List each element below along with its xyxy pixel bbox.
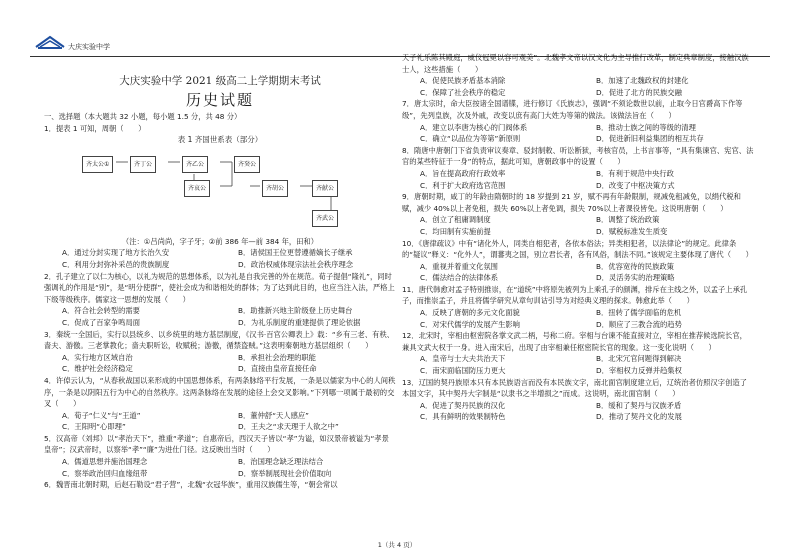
question-9-stem: 9．唐朝时期，咸丁的年龄由隋朝时的 18 岁提到 21 岁，赋不再有年龄限制，规减免租减免，以绢代税和赋，减少 40%以上者免租，损失 60%以上者免调，损失 70%以上者课役皆免。这说明唐朝（ ） bbox=[402, 192, 741, 213]
option-c: C．儒法结合的法律体系 bbox=[420, 273, 499, 283]
option-row bbox=[402, 75, 754, 87]
option-b: B．北宋冗官问题得到解决 bbox=[596, 354, 682, 364]
option-d: D．政治权威体现宗法社会秩序理念 bbox=[238, 259, 354, 269]
option-c: C．利用分封弥补采邑的贵族制度 bbox=[62, 259, 170, 269]
option-b: B．治国理念缺乏理法结合 bbox=[238, 457, 324, 467]
option-row bbox=[402, 319, 754, 331]
option-row bbox=[402, 353, 754, 365]
option-c: C．均田制有实施前提 bbox=[420, 226, 491, 236]
question-4-stem: 4．许倬云认为，“从春秋战国以来形成的中国思想体系，有两条脉络平行发展，一条是以儒家为中心的人间秩序，一条是以阴阳五行为中心的自然秩序。这两条脉络在发展的途径上会交叉影响。”下列哪一项属于最初的交叉（ ） bbox=[44, 375, 396, 409]
question-2-stem: 2．孔子建立了以仁为核心，以礼为规范的思想体系，以为礼是自我完善的外在规范。荀子提倡“隆礼”，同时强调礼的作用是“别”，是“明分使群”，使社会成为和谐相处的群体；为了达到此目的，也应当注入法，严格上下级等级秩序。儒家这一思想的发展（ ） bbox=[44, 271, 395, 304]
option-row bbox=[44, 410, 396, 422]
option-row bbox=[402, 133, 754, 145]
option-row bbox=[44, 305, 396, 317]
option-b: B．承担社会治理的职能 bbox=[238, 352, 316, 362]
option-row bbox=[44, 352, 396, 364]
option-d: D．直接由皇帝直接任命 bbox=[238, 364, 317, 374]
option-row bbox=[402, 87, 754, 99]
question-6-stem: 6．魏晋南北朝时期，后赵石勒设“君子营”，北魏“衣冠华族”，重用汉族儒生等，“朝会常以 bbox=[44, 480, 338, 490]
option-c: C．具有鲜明的效果制特色 bbox=[420, 412, 506, 422]
option-row bbox=[44, 456, 396, 468]
option-d: D．王夫之“求天理于人欲之中” bbox=[238, 422, 339, 432]
option-a: A．皇帝与士大夫共治天下 bbox=[420, 354, 506, 364]
option-a: A．促使民族矛盾基本消除 bbox=[420, 76, 506, 86]
option-a: A．实行地方区域自治 bbox=[62, 352, 133, 362]
option-row bbox=[44, 247, 396, 259]
option-d: D．宰相权力反弹并趋集权 bbox=[596, 366, 682, 376]
question-1-stem: 1．提表 1 可知，周朝（ ） bbox=[44, 123, 146, 133]
option-c: C．对宋代儒学的发展产生影响 bbox=[420, 319, 520, 329]
option-c: C．促成了百家争鸣局面 bbox=[62, 317, 141, 327]
option-row bbox=[402, 272, 754, 284]
option-row bbox=[402, 214, 754, 226]
option-a: A．反映了唐朝的多元文化面貌 bbox=[420, 308, 520, 318]
question-10-stem: 10．《唐律疏议》中有“诸化外人，同类自相犯者，各依本俗法；异类相犯者，以法律论”的规定。此律条的“疑议”释义：“化外人”，谓蕃夷之国，别立君长者，各有风俗，制法不同。”该规定主要体现了唐代（ ） bbox=[402, 238, 753, 260]
question-3-stem: 3．秦统一全国后，实行以县统乡、以乡统里的地方基层制度，《汉书·百官公卿表上》载：“乡有三老、有秩、啬夫、游徼。三老掌教化；啬夫职听讼，收赋税；游徼，循禁盗贼。”这表明秦朝地方基层组织（ ） bbox=[44, 329, 395, 351]
option-d: D．赋税标准发生质变 bbox=[596, 226, 668, 236]
option-a: A．促进了契丹民族的汉化 bbox=[420, 400, 506, 410]
question-12-stem: 12．北宋时，宰相由枢密院各掌文武二柄，号称二府。宰相与台谏不能直接对立，宰相在推荐候选院长官，兼具文武大权于一身。进入南宋后，出现了由宰相兼任枢密院长官的现象。这一变化说明（ ） bbox=[402, 331, 747, 352]
table-title: 表 1 齐国世系表（部分） bbox=[177, 135, 263, 145]
option-a: A．创立了租庸调制度 bbox=[420, 215, 491, 225]
lineage-box: 齐哀公 bbox=[184, 180, 210, 198]
option-c: C．王阳明“心即理” bbox=[62, 422, 126, 432]
option-b: B．推动士族之间的等级的清理 bbox=[596, 122, 696, 132]
question-7-stem: 7．唐太宗时，命大臣按诸全国谱牒，进行修订《氏族志》，强调“不须论数世以前，止取今日官爵高下作等级”，先列皇族，次及外戚，改变以庶有高门大姓为等第的做法。该做法旨在（ ） bbox=[402, 99, 743, 120]
option-a: A．荀子“仁义”与“王道” bbox=[62, 410, 141, 420]
option-b: B．诸侯国王位更替遵循嫡长子继承 bbox=[238, 248, 353, 258]
question-11-stem: 11．唐代韩愈对孟子特别推崇，在“道统”中将原先被列为上乘孔子的颜渊，排斥在主线之外，以孟子上承孔子，而推崇孟子，并且将儒学研究从章句训诂引导为对经典义理的探求。韩愈此举（ ） bbox=[402, 284, 748, 306]
option-b: B．董仲舒“天人感应” bbox=[238, 410, 309, 420]
option-b: B．助推新兴地主阶级登上历史舞台 bbox=[238, 306, 353, 316]
lineage-box: 齐武公 bbox=[312, 210, 338, 228]
option-b: B．优容宽待的民族政策 bbox=[596, 261, 674, 271]
option-d: D．为礼乐制度的重建提供了理论依据 bbox=[238, 317, 361, 327]
option-a: A．建立以李唐为核心的门阀体系 bbox=[420, 122, 528, 132]
option-row bbox=[402, 411, 754, 423]
option-a: A．通过分封实现了地方长治久安 bbox=[62, 248, 170, 258]
option-row bbox=[44, 259, 396, 271]
option-a: A．儒道思想并施治国理念 bbox=[62, 457, 148, 467]
option-row bbox=[44, 317, 396, 329]
option-row bbox=[44, 363, 396, 375]
lineage-box: 齐乙公 bbox=[182, 156, 208, 174]
option-row bbox=[402, 168, 754, 180]
option-row bbox=[402, 365, 754, 377]
option-row bbox=[402, 261, 754, 273]
option-c: C．利于扩大政府选官范围 bbox=[420, 180, 506, 190]
option-row bbox=[44, 421, 396, 433]
lineage-box: 齐太公① bbox=[82, 156, 113, 174]
option-b: B．调整了统治政策 bbox=[596, 215, 660, 225]
school-logo-icon bbox=[32, 33, 68, 53]
option-d: D．推动了契丹文化的发展 bbox=[596, 412, 682, 422]
exam-title: 大庆实验中学 2021 级高二上学期期末考试 bbox=[119, 75, 321, 87]
left-column bbox=[44, 66, 396, 491]
subject-title: 历史试题 bbox=[185, 91, 254, 109]
question-6-continued: 天子礼乐陈其殿庭，威仪冠冕以容可观美”。北魏孝文帝以汉文化为主导推行改革，制定典章制度，接触汉族士人，这些措施（ ） bbox=[402, 53, 749, 74]
option-d: D．改变了中枢决策方式 bbox=[596, 180, 675, 190]
lineage-diagram bbox=[44, 150, 396, 232]
option-d: D．促进了北方的民族交融 bbox=[596, 87, 682, 97]
option-row bbox=[44, 468, 396, 480]
option-c: C．确立“以品位为等第”新原则 bbox=[420, 134, 521, 144]
lineage-box: 齐胡公 bbox=[262, 180, 288, 198]
option-b: B．加速了北魏政权的封建化 bbox=[596, 76, 689, 86]
option-b: B．扭转了儒学面临的危机 bbox=[596, 308, 682, 318]
option-row bbox=[402, 307, 754, 319]
option-row bbox=[402, 180, 754, 192]
option-d: D．促进新旧利益集团的相互共存 bbox=[596, 134, 704, 144]
question-8-stem: 8．隋唐中唐朝门下省负责审议奏章、驳封制敕、听讼断狱，考核官员，上书言事等，“具有集谏官、宪官、法官的某些特征于一身”的特点，据此可知，唐朝政事中的设置（ ） bbox=[402, 145, 754, 167]
option-b: B．有利于规范中央行政 bbox=[596, 168, 674, 178]
question-13-stem: 13．辽国的契丹族原本只有本民族语言而没有本民族文字，南北面官制度建立后，辽统治者仿照汉字创造了本国文字，其中契丹大字制是“以隶书之半增损之”而成。这说明，南北面官制（ ） bbox=[402, 377, 747, 399]
option-a: A．符合社会转型的需要 bbox=[62, 306, 140, 316]
option-a: A．旨在提高政府行政效率 bbox=[420, 168, 506, 178]
lineage-box: 齐癸公 bbox=[234, 156, 260, 174]
option-c: C．南宋面临国防压力更大 bbox=[420, 366, 506, 376]
right-column bbox=[402, 52, 754, 423]
option-c: C．察举政治回归血缘纽带 bbox=[62, 468, 148, 478]
table-note: （注：①吕尚尚，字子牙；②前 386 年—前 384 年，田和） bbox=[121, 236, 319, 246]
school-name: 大庆实验中学 bbox=[68, 43, 110, 51]
option-d: D．顺应了三教合流的趋势 bbox=[596, 319, 682, 329]
option-d: D．灵活务实的治理策略 bbox=[596, 273, 675, 283]
question-5-stem: 5．汉高帝（刘邦）以“孝治天下”，推重“孝道”；自惠帝后，西汉天子皆以“孝”为谥，如汉景帝被谥为“孝景皇帝”；汉武帝时，以察举“孝”“廉”为进仕门径。这反映出当时（ ） bbox=[44, 433, 389, 455]
option-a: A．重视并着重文化氛围 bbox=[420, 261, 498, 271]
section-heading: 一、选择题（本大题共 32 小题，每小题 1.5 分，共 48 分） bbox=[44, 112, 242, 121]
option-row bbox=[402, 400, 754, 412]
lineage-box: 齐献公 bbox=[312, 180, 338, 198]
option-c: C．保障了社会秩序的稳定 bbox=[420, 87, 506, 97]
page-number: 1（共 4 页） bbox=[377, 541, 417, 549]
option-c: C．维护社会经济稳定 bbox=[62, 364, 133, 374]
option-d: D．察举制展现社会价值取向 bbox=[238, 468, 332, 478]
lineage-box: 齐丁公 bbox=[130, 156, 156, 174]
option-row bbox=[402, 226, 754, 238]
option-b: B．缓和了契丹与汉族矛盾 bbox=[596, 400, 682, 410]
option-row bbox=[402, 122, 754, 134]
